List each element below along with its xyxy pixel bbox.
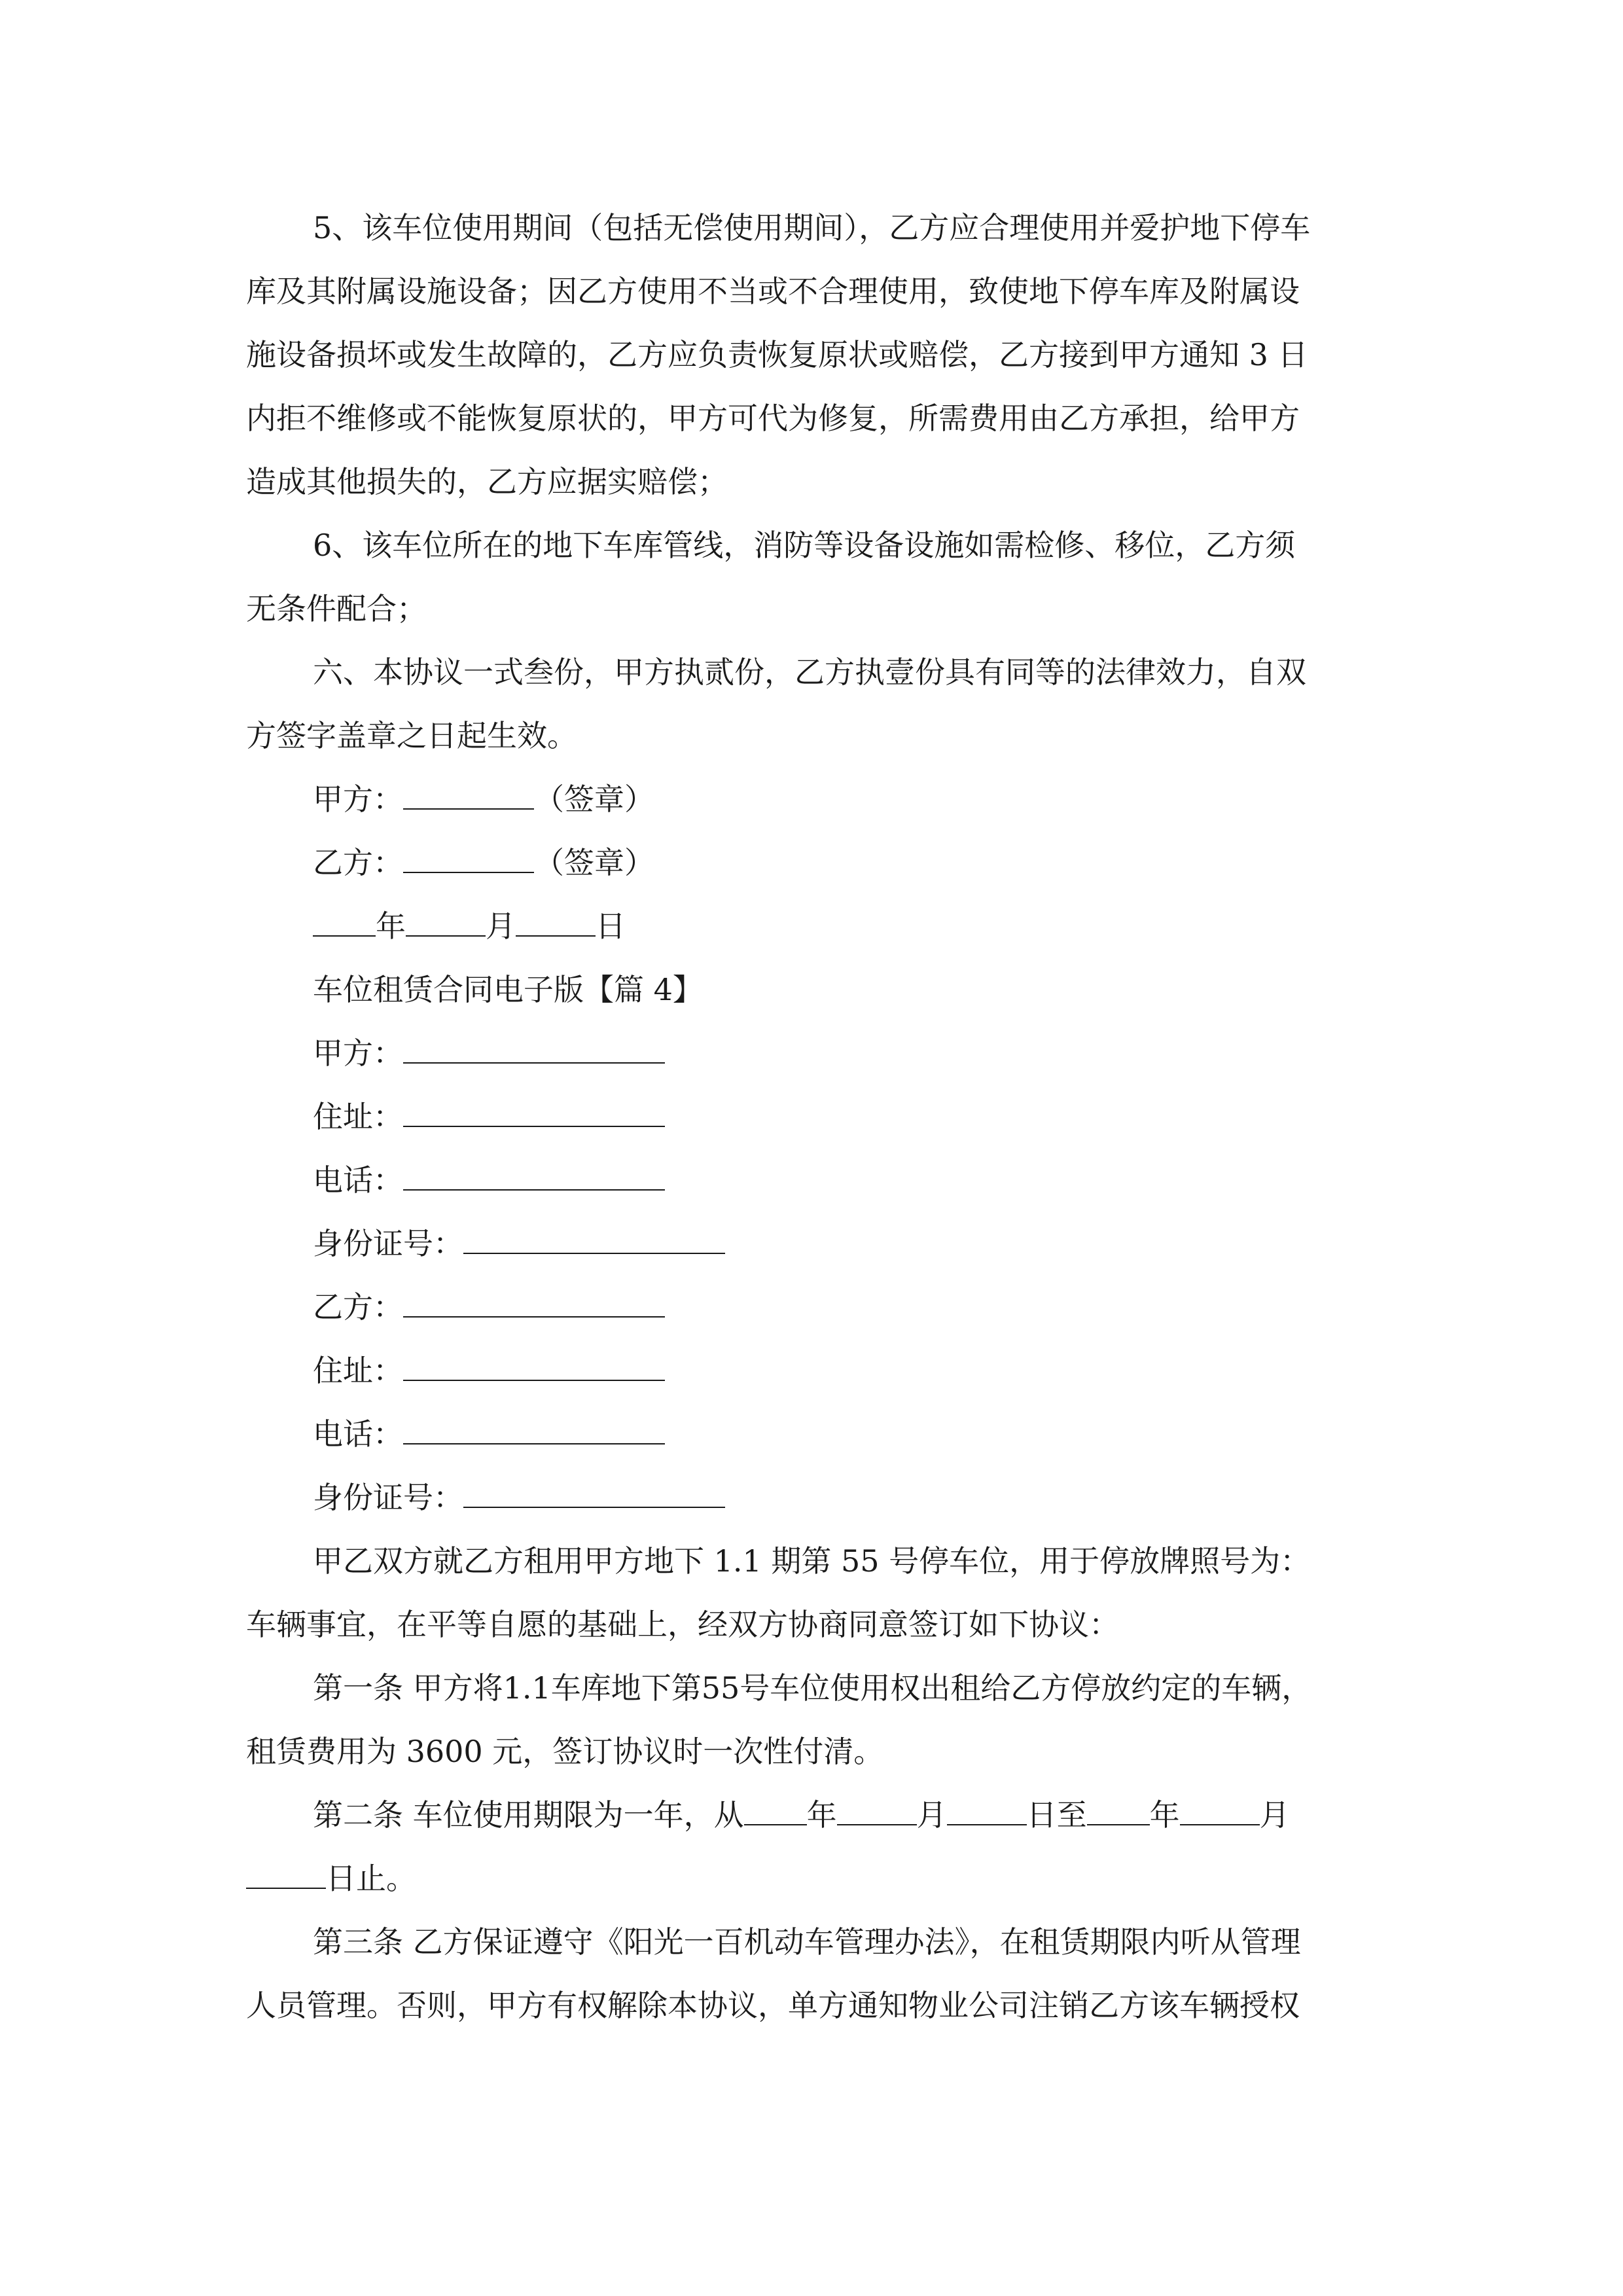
field-id-b-label: 身份证号： xyxy=(313,1480,463,1515)
end-month-label: 月 xyxy=(1259,1797,1290,1833)
field-address-a-label: 住址： xyxy=(313,1099,403,1134)
date-month-label: 月 xyxy=(486,908,516,944)
start-year-blank[interactable] xyxy=(744,1798,807,1825)
field-party-b-label: 乙方： xyxy=(313,1289,403,1325)
body-line-2: 车辆事宜，在平等自愿的基础上，经双方协商同意签订如下协议： xyxy=(246,1607,1119,1642)
field-party-a xyxy=(246,1022,1377,1085)
start-month-label: 月 xyxy=(916,1797,947,1833)
date-month-blank[interactable] xyxy=(406,909,486,937)
field-party-a-blank[interactable] xyxy=(403,1036,665,1064)
end-month-blank[interactable] xyxy=(1180,1798,1260,1825)
signature-party-a-label: 甲方： xyxy=(313,781,403,817)
field-party-a-label: 甲方： xyxy=(313,1035,403,1071)
section-title: 车位租赁合同电子版【篇 4】 xyxy=(313,972,703,1007)
article-3-line-2: 人员管理。否则，甲方有权解除本协议，单方通知物业公司注销乙方该车辆授权 xyxy=(246,1988,1300,2023)
signature-party-b-blank[interactable] xyxy=(403,846,534,873)
clause-5-line-4: 内拒不维修或不能恢复原状的，甲方可代为修复，所需费用由乙方承担，给甲方 xyxy=(246,401,1300,436)
article-3-line-1: 第三条 乙方保证遵守《阳光一百机动车管理办法》，在租赁期限内听从管理 xyxy=(313,1924,1301,1960)
end-year-blank[interactable] xyxy=(1087,1798,1150,1825)
field-phone-b xyxy=(246,1403,1377,1466)
signature-party-a-blank[interactable] xyxy=(403,782,534,810)
start-year-label: 年 xyxy=(806,1797,837,1833)
field-phone-a xyxy=(246,1149,1377,1212)
date-year-label: 年 xyxy=(376,908,406,944)
signature-party-b-seal: （签章） xyxy=(534,845,654,880)
field-phone-b-blank[interactable] xyxy=(403,1417,665,1444)
clause-6-line-2: 无条件配合； xyxy=(246,591,427,626)
start-month-blank[interactable] xyxy=(837,1798,917,1825)
field-address-a xyxy=(246,1085,1377,1149)
clause-5-line-5: 造成其他损失的，乙方应据实赔偿； xyxy=(246,464,728,499)
clause-6-line-1: 6、该车位所在的地下车库管线，消防等设备设施如需检修、移位，乙方须 xyxy=(313,528,1296,563)
field-party-b-blank[interactable] xyxy=(403,1290,665,1318)
clause-5-line-3: 施设备损坏或发生故障的，乙方应负责恢复原状或赔偿，乙方接到甲方通知 3 日 xyxy=(246,337,1308,372)
clause-six-line-1: 六、本协议一式叁份，甲方执贰份，乙方执壹份具有同等的法律效力，自双 xyxy=(313,655,1306,690)
end-year-label: 年 xyxy=(1149,1797,1180,1833)
signature-party-a-seal: （签章） xyxy=(534,781,654,817)
body-line-1: 甲乙双方就乙方租用甲方地下 1.1 期第 55 号停车位，用于停放牌照号为： xyxy=(313,1543,1311,1579)
field-address-b xyxy=(246,1339,1377,1403)
signature-date xyxy=(246,895,1377,958)
field-phone-b-label: 电话： xyxy=(313,1416,403,1452)
signature-party-b-label: 乙方： xyxy=(313,845,403,880)
field-id-b xyxy=(246,1466,1377,1530)
article-2-line-2 xyxy=(246,1847,1377,1910)
article-2-line-1 xyxy=(246,1784,1377,1847)
field-id-b-blank[interactable] xyxy=(463,1480,725,1508)
clause-5-line-2: 库及其附属设施设备；因乙方使用不当或不合理使用，致使地下停车库及附属设 xyxy=(246,274,1300,309)
signature-party-a xyxy=(246,768,1377,831)
date-day-label: 日 xyxy=(596,908,626,944)
date-year-blank[interactable] xyxy=(313,909,376,937)
clause-six-line-2: 方签字盖章之日起生效。 xyxy=(246,718,577,753)
field-id-a-blank[interactable] xyxy=(463,1227,725,1254)
article-1-line-2: 租赁费用为 3600 元，签订协议时一次性付清。 xyxy=(246,1734,884,1769)
field-phone-a-blank[interactable] xyxy=(403,1163,665,1191)
clause-5-line-1: 5、该车位使用期间（包括无偿使用期间），乙方应合理使用并爱护地下停车 xyxy=(313,210,1311,245)
article-2-prefix: 第二条 车位使用期限为一年，从 xyxy=(313,1797,744,1833)
signature-party-b xyxy=(246,831,1377,895)
start-day-to-label: 日至 xyxy=(1026,1797,1087,1833)
field-address-a-blank[interactable] xyxy=(403,1100,665,1127)
field-id-a xyxy=(246,1212,1377,1276)
field-party-b xyxy=(246,1276,1377,1339)
field-address-b-label: 住址： xyxy=(313,1353,403,1388)
article-1-line-1: 第一条 甲方将1.1车库地下第55号车位使用权出租给乙方停放约定的车辆， xyxy=(313,1670,1312,1706)
document-page xyxy=(246,196,1377,2037)
field-id-a-label: 身份证号： xyxy=(313,1226,463,1261)
field-address-b-blank[interactable] xyxy=(403,1354,665,1381)
field-phone-a-label: 电话： xyxy=(313,1162,403,1198)
date-day-blank[interactable] xyxy=(516,909,596,937)
end-day-blank[interactable] xyxy=(246,1861,326,1889)
start-day-blank[interactable] xyxy=(947,1798,1027,1825)
end-day-label: 日止。 xyxy=(326,1861,416,1896)
